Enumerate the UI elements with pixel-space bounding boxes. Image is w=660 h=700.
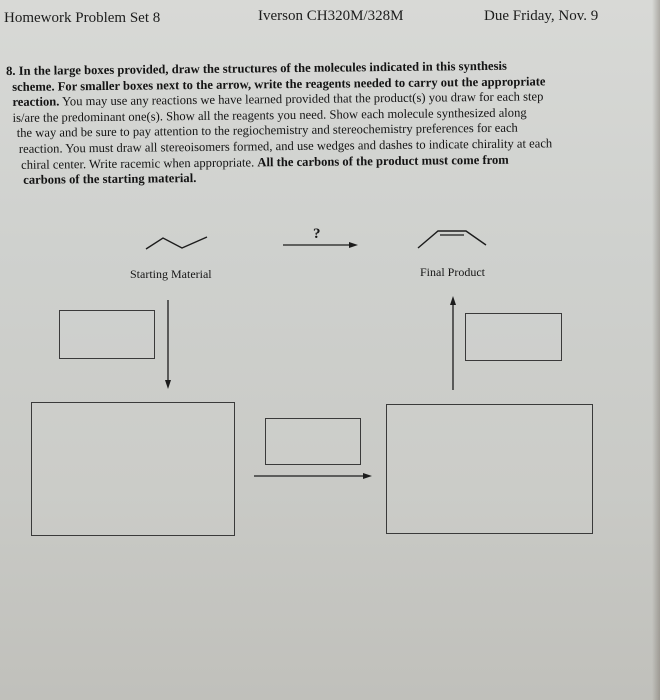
problem-line-8-bold: carbons of the starting material.: [23, 171, 197, 187]
header-course: Iverson CH320M/328M: [258, 8, 404, 24]
problem-line-5-text: the way and be sure to pay attention to the regiochemistry and stereochemistry preferences for each: [16, 121, 518, 141]
problem-line-1-bold: In the large boxes provided, draw the structures of the molecules indicated in this synthesis: [18, 58, 507, 78]
final-product-label: Final Product: [420, 265, 485, 279]
problem-line-7-bold: All the carbons of the product must come from: [257, 152, 509, 169]
overall-reaction-arrow: [283, 242, 358, 248]
problem-line-3-text: You may use any reactions we have learned provided that the product(s) you draw for each step: [59, 89, 544, 109]
problem-line-3-bold: reaction.: [12, 94, 60, 110]
header-due-date: Due Friday, Nov. 9: [484, 8, 599, 24]
header-title: Homework Problem Set 8: [4, 10, 161, 26]
problem-line-4-text: is/are the predominant one(s). Show all the reagents you need. Show each molecule synthesized along: [12, 105, 527, 125]
intermediate-box-2[interactable]: [386, 404, 593, 534]
reagent-box-step-1[interactable]: [59, 310, 155, 359]
reagent-box-step-final[interactable]: [465, 313, 562, 361]
problem-number: 8.: [6, 63, 16, 78]
reagent-box-step-2[interactable]: [265, 418, 361, 465]
down-arrow-step-1: [165, 300, 171, 389]
reagent-question-mark: ?: [313, 226, 321, 242]
starting-material-structure: [146, 237, 207, 249]
starting-material-label: Starting Material: [130, 267, 212, 281]
problem-statement: [6, 57, 631, 188]
page-edge-shadow: [652, 0, 660, 700]
final-product-structure: [418, 231, 486, 248]
right-arrow-step-2: [254, 473, 372, 479]
problem-line-6-text: reaction. You must draw all stereoisomers formed, and use wedges and dashes to indicate chirality at each: [18, 136, 553, 156]
problem-line-7-text: chiral center. Write racemic when appropriate.: [20, 154, 258, 172]
intermediate-box-1[interactable]: [31, 402, 235, 536]
problem-line-2-bold: scheme. For smaller boxes next to the arrow, write the reagents needed to carry out the appropriate: [12, 73, 546, 94]
up-arrow-final-step: [450, 296, 456, 390]
